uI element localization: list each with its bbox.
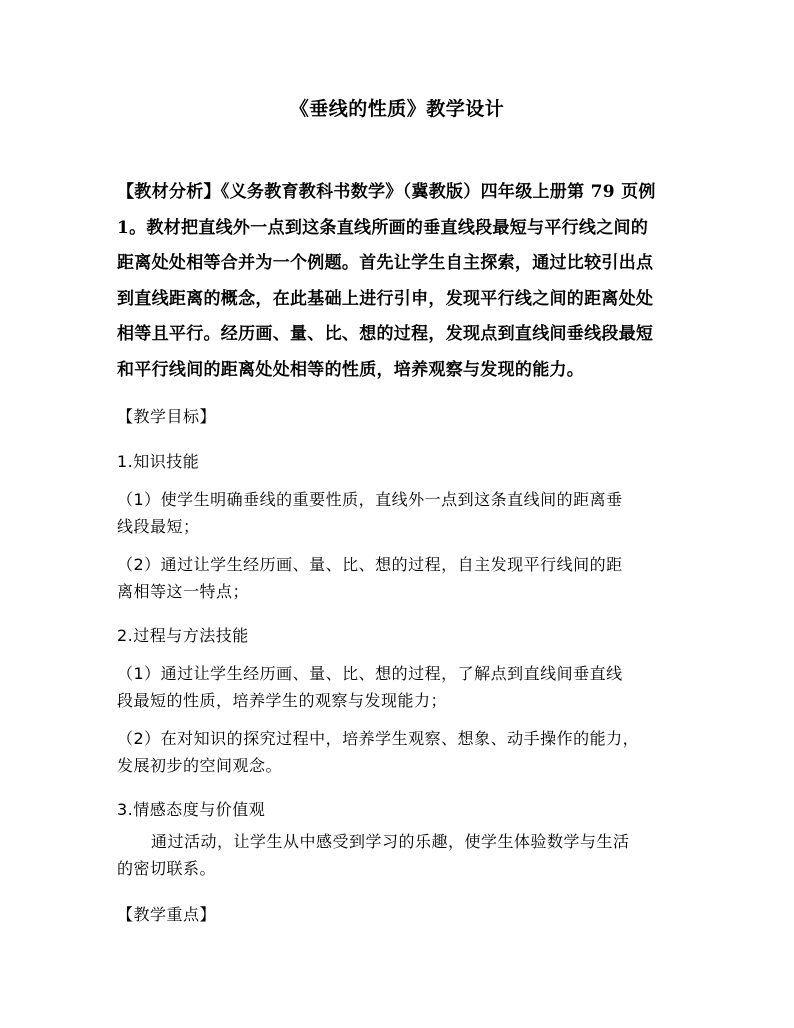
section1-item1-line: （1）使学生明确垂线的重要性质，直线外一点到这条直线间的距离垂 — [117, 490, 623, 509]
section2-item2 — [117, 725, 697, 779]
section1-item1-line: 线段最短； — [117, 517, 200, 536]
analysis-line: 距离处处相等合并为一个例题。首先让学生自主探索，通过比较引出点 — [117, 253, 654, 273]
section1-heading: 1.知识技能 — [117, 452, 200, 471]
section2-item1-line: 段最短的性质，培养学生的观察与发现能力； — [117, 691, 448, 710]
analysis-line: 相等且平行。经历画、量、比、想的过程，发现点到直线间垂线段最短 — [117, 324, 654, 344]
section3-heading: 3.情感态度与价值观 — [117, 800, 266, 819]
section2-heading: 2.过程与方法技能 — [117, 626, 249, 645]
analysis-line: 到直线距离的概念，在此基础上进行引申，发现平行线之间的距离处处 — [117, 288, 654, 309]
analysis-line: 【教材分析】《义务教育教科书数学》（冀教版）四年级上册第 79 页例 — [117, 182, 656, 202]
section1-item2-line: （2）通过让学生经历画、量、比、想的过程，自主发现平行线间的距 — [117, 555, 623, 574]
document-title: 《垂线的性质》教学设计 — [289, 98, 505, 120]
section1-item2-line: 离相等这一特点； — [117, 582, 250, 601]
section3-line: 的密切联系。 — [117, 859, 217, 878]
key-points-heading: 【教学重点】 — [117, 905, 217, 924]
analysis-line: 和平行线间的距离处处相等的性质，培养观察与发现的能力。 — [117, 359, 585, 380]
goals-heading: 【教学目标】 — [117, 407, 217, 426]
analysis-paragraph — [117, 175, 697, 388]
section2-item1-line: （1）通过让学生经历画、量、比、想的过程，了解点到直线间垂直线 — [117, 664, 623, 683]
section2-item1 — [117, 660, 697, 714]
section1-item1 — [117, 486, 697, 540]
section3-line: 通过活动，让学生从中感受到学习的乐趣，使学生体验数学与生活 — [151, 832, 630, 851]
section2-item2-line: 发展初步的空间观念。 — [117, 756, 283, 775]
analysis-line: 1。教材把直线外一点到这条直线所画的垂直线段最短与平行线之间的 — [117, 217, 649, 238]
section3-paragraph — [117, 828, 697, 882]
section2-item2-line: （2）在对知识的探究过程中，培养学生观察、想象、动手操作的能力， — [117, 729, 640, 748]
section1-item2 — [117, 551, 697, 605]
